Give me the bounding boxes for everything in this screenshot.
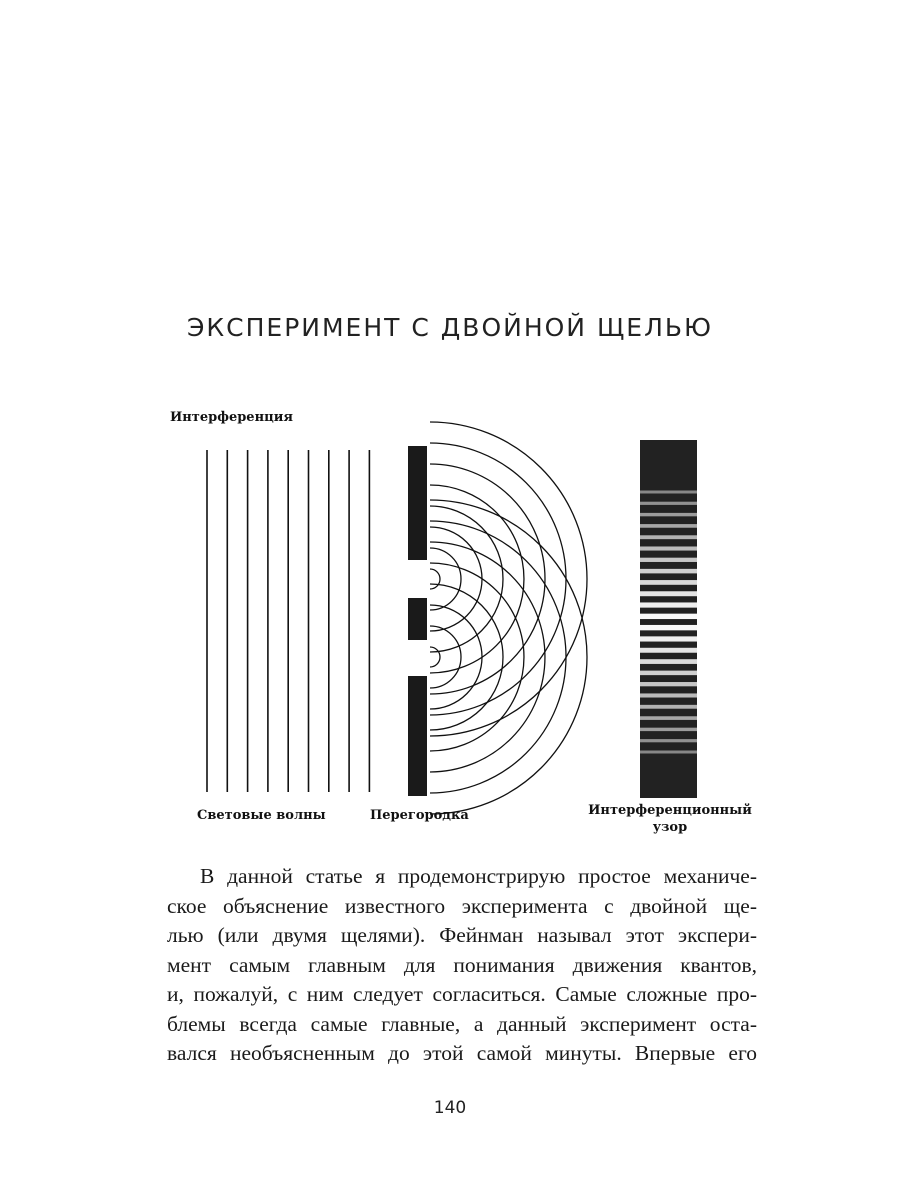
wavefront-arc: [430, 422, 587, 736]
interference-fringe: [640, 602, 697, 607]
interference-fringe: [640, 739, 697, 742]
barrier-top-segment: [408, 446, 427, 560]
label-barrier: Перегородка: [370, 808, 469, 823]
barrier-middle-segment: [408, 598, 427, 640]
interference-fringe: [640, 636, 697, 641]
label-light-waves: Световые волны: [197, 808, 326, 823]
interference-fringe: [640, 751, 697, 754]
interference-fringe: [640, 558, 697, 562]
interference-fringe: [640, 580, 697, 585]
wavefront-arc: [430, 485, 524, 673]
label-pattern-line1: Интерференционный: [588, 803, 752, 818]
text-line: лью (или двумя щелями). Фейнман называл этот экспери-: [167, 923, 757, 947]
interference-figure: [160, 400, 770, 850]
interference-fringe: [640, 569, 697, 574]
interference-fringe: [640, 614, 697, 619]
interference-fringe: [640, 693, 697, 697]
label-pattern-line2: узор: [652, 820, 688, 835]
text-line: ское объяснение известного эксперимента с двойной ще-: [167, 893, 757, 918]
wavefront-arc: [430, 626, 461, 688]
diffracted-wavefronts: [430, 422, 587, 814]
wavefront-arc: [430, 563, 524, 751]
wavefront-arc: [430, 542, 545, 772]
chapter-title: ЭКСПЕРИМЕНТ С ДВОЙНОЙ ЩЕЛЬЮ: [186, 313, 714, 342]
label-interference-pattern: [580, 803, 760, 835]
interference-fringe: [640, 671, 697, 676]
barrier-bottom-segment: [408, 676, 427, 796]
text-line: и, пожалуй, с ним следует согласиться. Самые сложные про-: [167, 982, 757, 1006]
interference-fringe: [640, 524, 697, 528]
wavefront-arc: [430, 548, 461, 610]
interference-fringe: [640, 513, 697, 516]
interference-fringe: [640, 648, 697, 653]
interference-fringe: [640, 591, 697, 596]
page-number: 140: [433, 1098, 467, 1118]
text-line: мент самым главным для понимания движения квантов,: [167, 952, 757, 977]
interference-fringe: [640, 682, 697, 686]
interference-fringe: [640, 705, 697, 709]
wavefront-arc: [430, 647, 440, 667]
interference-diagram: [160, 400, 770, 850]
figure-title: Интерференция: [170, 410, 293, 425]
text-line: блемы всегда самые главные, а данный эксперимент оста-: [167, 1011, 757, 1036]
incident-light-waves: [207, 450, 369, 792]
interference-fringe: [640, 502, 697, 505]
barrier: [408, 446, 427, 796]
interference-fringe: [640, 659, 697, 664]
text-line: вался необъясненным до этой самой минуты. Впервые его: [167, 1041, 757, 1065]
interference-pattern-screen: [640, 440, 697, 798]
interference-fringe: [640, 546, 697, 550]
interference-fringe: [640, 728, 697, 731]
interference-fringe: [640, 535, 697, 539]
interference-fringe: [640, 716, 697, 720]
wavefront-arc: [430, 500, 587, 814]
wavefront-arc: [430, 569, 440, 589]
body-paragraph: [167, 862, 757, 1069]
interference-fringe: [640, 491, 697, 494]
interference-fringe: [640, 625, 697, 630]
text-line: В данной статье я продемонстрирую простое механиче-: [200, 864, 757, 888]
wavefront-arc: [430, 464, 545, 694]
